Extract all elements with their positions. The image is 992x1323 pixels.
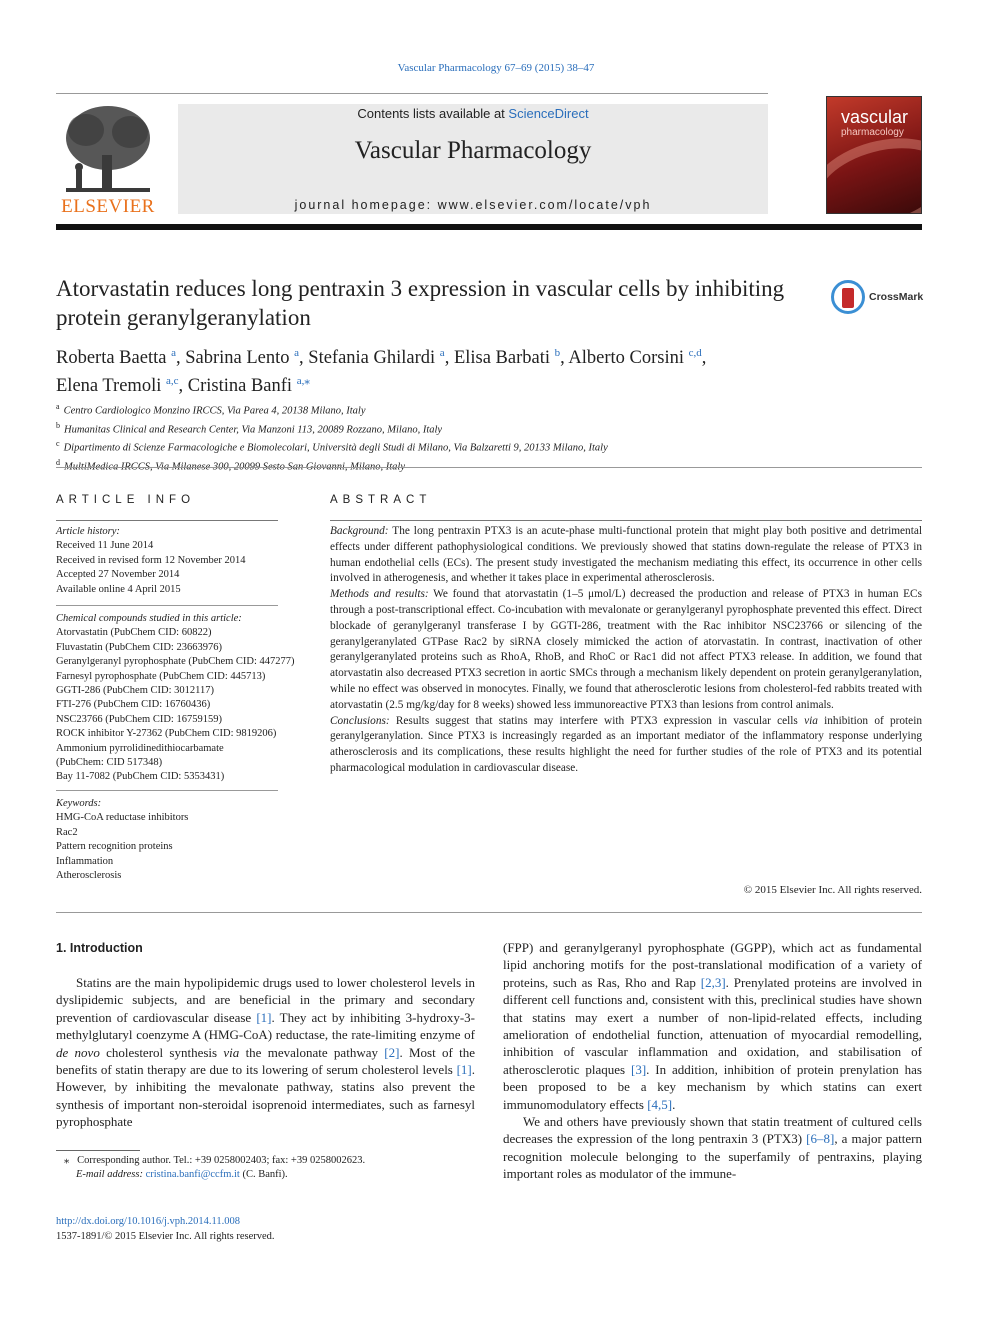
abstract-methods: Methods and results: We found that atorvastatin (1–5 μmol/L) decreased the production and release of PTX3 in human ECs through a post-transcriptional effect. Co-incubation with mevalonate or geranylgeranyl pyrophosphate prevented this effect. Direct blockade of geranylgeranyl transferase I by GGTI-286, treatment with the Rac inhibitor NSC23766 or silencing of the geranylgeranylated GTPase Rac2 by siRNA closely mimicked the action of atorvastatin. In contrast, inactivation of other geranylgeranylated proteins such as RhoA, RhoB, and RhoC or Rac1 did not affect PTX3 release. In addition, we found that atorvastatin also decreased PTX3 secretion in aortic SMCs through a mechanism likely dependent on protein geranylgeranylation, while no effect was observed in monocytes. Finally, we found that atherosclerotic lesions from cholesterol-fed rabbits treated with atorvastatin (2.5 mg/kg/day for 8 weeks) showed less immunoreactive PTX3 than lesions from control animals. [330, 588, 922, 711]
citation-ref[interactable]: [3] [630, 1061, 647, 1077]
body-paragraph: Statins are the main hypolipidemic drugs used to lower cholesterol levels in dyslipidemic subjects, and are beneficial in the primary and secondary prevention of cardiovascular disease [1]. They act by inhibiting 3-hydroxy-3-methylglutaryl coenzyme A (HMG-CoA) reductase, the rate-limiting enzyme of de novo cholesterol synthesis via the mevalonate pathway [2]. Most of the benefits of statin therapy are due to its lowering of serum cholesterol levels [1]. However, by inhibiting the mevalonate pathway, statins also prevent the synthesis of important non-steroidal isoprenoid intermediates, such as farnesyl pyrophosphate [56, 975, 475, 1130]
citation-ref[interactable]: [4,5] [647, 1096, 673, 1112]
journal-title: Vascular Pharmacology [354, 137, 592, 164]
journal-citation[interactable]: Vascular Pharmacology 67–69 (2015) 38–47 [397, 62, 595, 74]
abstract-rule [330, 520, 922, 521]
compound-item: GGTI-286 (PubChem CID: 3012117) [56, 685, 214, 697]
keywords-label: Keywords: [56, 798, 102, 809]
affiliation: $^c$ Dipartimento di Scienze Farmacologiche e Biomolecolari, Università degli Studi di Milano, Via Balzaretti 9, 20133 Milano, Italy [56, 439, 608, 454]
cover-subtitle: pharmacology [841, 127, 904, 138]
article-info-heading: ARTICLE INFO [56, 494, 196, 506]
compound-item: FTI-276 (PubChem CID: 16760436) [56, 699, 211, 711]
citation-ref[interactable]: [2,3] [700, 974, 726, 990]
history-label: Article history: [56, 526, 120, 537]
compound-item: ROCK inhibitor Y-27362 (PubChem CID: 9819206) [56, 728, 277, 740]
keyword-item: HMG-CoA reductase inhibitors [56, 812, 189, 824]
contents-prefix: Contents lists available at [357, 106, 509, 121]
compounds-label: Chemical compounds studied in this article: [56, 613, 242, 624]
info-divider [56, 605, 278, 606]
footnote-email: E-mail address: cristina.banfi@ccfm.it (C. Banfi). [76, 1169, 288, 1180]
abstract-body [330, 524, 922, 777]
history-item: Available online 4 April 2015 [56, 583, 181, 595]
author[interactable]: Cristina Banfi $^{a,⁎}$ [187, 375, 310, 397]
body-paragraph: (FPP) and geranylgeranyl pyrophosphate (GGPP), which act as fundamental lipid anchoring motifs for the post-translational modification of a variety of proteins, such as Ras, Rho and Rap [2,3]. Prenylated proteins are involved in different cell functions and, consistent with this, preclinical studies have shown that statins may exert a number of non-lipid-related effects, including amelioration of endothelial function, attenuation of myocardial remodelling, inhibition of vascular inflammation and oxidation, and stabilisation of atherosclerotic plaques [3]. In addition, inhibition of protein prenylation has been proposed to be a key mechanism by which statins can exert immunomodulatory effects [4,5]. [503, 940, 923, 1112]
abstract-heading: ABSTRACT [330, 494, 432, 506]
keyword-item: Pattern recognition proteins [56, 841, 173, 853]
author[interactable]: Sabrina Lento $^a$ [185, 347, 300, 369]
citation-ref[interactable]: [2] [384, 1044, 400, 1060]
compound-item: Geranylgeranyl pyrophosphate (PubChem CID: 447277) [56, 656, 295, 668]
history-item: Accepted 27 November 2014 [56, 569, 180, 581]
doi-block [56, 1214, 275, 1244]
article-history [56, 525, 306, 597]
history-item: Received 11 June 2014 [56, 540, 154, 552]
info-divider [56, 790, 278, 791]
article-title: Atorvastatin reduces long pentraxin 3 expression in vascular cells by inhibiting protein geranylgeranylation [56, 276, 785, 330]
section-divider [56, 467, 922, 468]
compound-item: Farnesyl pyrophosphate (PubChem CID: 445713) [56, 670, 266, 682]
sciencedirect-link[interactable]: ScienceDirect [508, 106, 589, 121]
abstract-copyright: © 2015 Elsevier Inc. All rights reserved. [743, 884, 922, 896]
author[interactable]: Elisa Barbati $^b$ [453, 347, 561, 369]
introduction-heading: 1. Introduction [56, 941, 143, 955]
corresponding-author-footnote [56, 1154, 476, 1182]
keywords [56, 797, 306, 883]
contents-line [178, 106, 768, 121]
cover-title: vascular [841, 107, 909, 127]
header-thick-rule [56, 224, 922, 230]
abstract-background: Background: The long pentraxin PTX3 is an acute-phase multi-functional protein that might play both positive and detrimental effects under different pathophysiological conditions. We previously showed that statins down-regulate the release of PTX3 in human endothelial cells (ECs). The present study investigated the mechanism mediating this effect, its occurrence in other cells involved in atherogenesis, and whether it takes place in experimental atherosclerosis. [330, 525, 922, 585]
author-list: Roberta Baetta $^a$, Sabrina Lento $^a$, Stefania Ghilardi $^a$, Elisa Barbati $^b$, Alberto Corsini $^{c,d}$, Elena Tremoli $^{a,c}$, Cristina Banfi $^{a,⁎}$ [56, 347, 707, 397]
citation-ref[interactable]: [1] [256, 1009, 272, 1025]
body-paragraph: We and others have previously shown that statin treatment of cultured cells decreases the expression of the long pentraxin 3 (PTX3) [6–8], a major pattern recognition molecule belonging to the superfamily of pentraxins, playing important roles as modulator of the immune- [503, 1114, 922, 1182]
crossmark-badge[interactable] [831, 280, 923, 314]
author[interactable]: Alberto Corsini $^{c,d}$ [568, 347, 702, 369]
compound-item: Fluvastatin (PubChem CID: 23663976) [56, 641, 222, 653]
affiliation: d [56, 457, 60, 467]
affiliation: $^a$ Centro Cardiologico Monzino IRCCS, Via Parea 4, 20138 Milano, Italy [56, 402, 366, 417]
abstract-conclusions: Conclusions: Results suggest that statins may interfere with PTX3 expression in vascular cells via inhibition of protein geranylgeranylation. Since PTX3 is increasingly regarded as an important mediator of the inflammatory response underlying atherosclerosis and its complications, these results highlight the need for further studies of the role of PTX3 and its potential pharmacological modulation in cardiovascular disease. [330, 714, 922, 774]
body-column-right [503, 939, 922, 1183]
author[interactable]: Elena Tremoli $^{a,c}$ [56, 375, 179, 397]
keyword-item: Rac2 [56, 826, 78, 838]
footnote-rule [56, 1150, 140, 1151]
email-link[interactable]: cristina.banfi@ccfm.it [145, 1169, 240, 1180]
author[interactable]: Stefania Ghilardi $^a$ [308, 347, 445, 369]
crossmark-icon [831, 280, 865, 314]
citation-ref[interactable]: [6–8] [806, 1131, 835, 1147]
body-column-left [56, 974, 475, 1131]
compound-item: Ammonium pyrrolidinedithiocarbamate [56, 742, 224, 754]
journal-cover-image[interactable] [826, 96, 922, 214]
affiliation: $^b$ Humanitas Clinical and Research Center, Via Manzoni 113, 20089 Rozzano, Milano, Italy [56, 420, 443, 435]
compound-item: (PubChem: CID 517348) [56, 757, 163, 769]
header-rule [56, 93, 768, 94]
compound-item: NSC23766 (PubChem CID: 16759159) [56, 713, 222, 725]
journal-homepage[interactable]: journal homepage: www.elsevier.com/locate/vph [294, 198, 652, 212]
keyword-item: Inflammation [56, 855, 114, 867]
history-item: Received in revised form 12 November 2014 [56, 554, 246, 566]
footnote-corr: ⁎ Corresponding author. Tel.: +39 0258002403; fax: +39 0258002623. [64, 1155, 366, 1166]
keyword-item: Atherosclerosis [56, 870, 122, 882]
publisher-name: ELSEVIER [61, 196, 155, 217]
section-divider [56, 912, 922, 913]
doi-link[interactable]: http://dx.doi.org/10.1016/j.vph.2014.11.008 [56, 1216, 241, 1227]
article-info-rule [56, 520, 278, 521]
affiliations [56, 400, 856, 474]
rights-line: 1537-1891/© 2015 Elsevier Inc. All rights reserved. [56, 1231, 275, 1242]
author[interactable]: Roberta Baetta $^a$ [56, 347, 176, 369]
compound-item: Atorvastatin (PubChem CID: 60822) [56, 627, 212, 639]
citation-ref[interactable]: [1] [456, 1062, 472, 1078]
chemical-compounds [56, 612, 306, 785]
crossmark-label: CrossMark [869, 291, 924, 303]
compound-item: Bay 11-7082 (PubChem CID: 5353431) [56, 771, 225, 783]
